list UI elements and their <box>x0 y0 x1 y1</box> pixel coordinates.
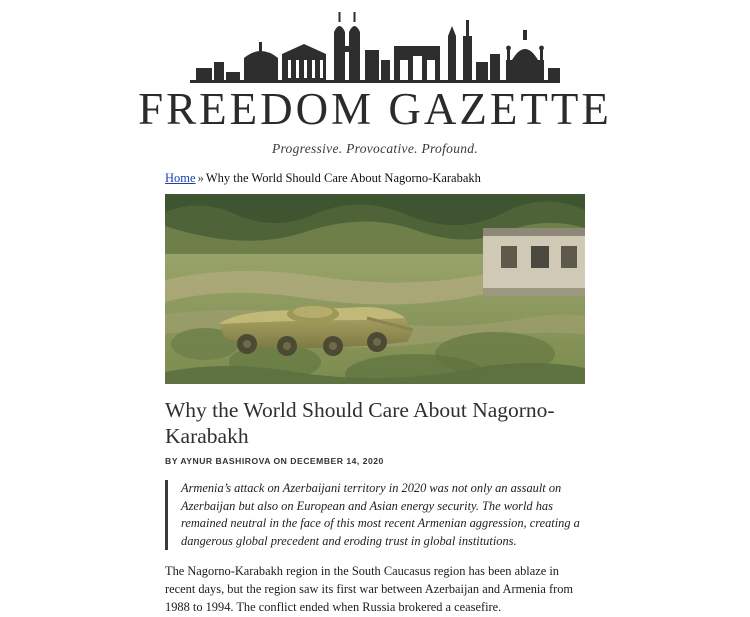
article-paragraph: The Nagorno-Karabakh region in the South Caucasus region has been ablaze in recent days, but the region saw its first war between Azerbaijan and Armenia from 1988 to 1994. The conflict ended when Russia brokered a ceasefire. <box>165 564 574 615</box>
breadcrumb-home-link[interactable]: Home <box>165 171 196 186</box>
page-title: FREEDOM GAZETTE <box>138 84 612 134</box>
hero-image <box>165 194 585 384</box>
breadcrumb-separator: » <box>197 171 204 186</box>
article-headline: Why the World Should Care About Nagorno-Karabakh <box>165 398 555 448</box>
pull-quote: Armenia’s attack on Azerbaijani territory in 2020 was not only an assault on Azerbaijan but also on European and Asian energy security. The world has remained neutral in the face of this most recent Armenian aggression, creating a dangerous global precedent and eroding trust in global institutions. <box>165 480 585 550</box>
tagline: Progressive. Provocative. Profound. <box>271 141 479 157</box>
city-skyline-icon <box>160 6 590 84</box>
breadcrumb <box>165 171 750 186</box>
masthead <box>0 0 750 157</box>
article <box>165 194 585 617</box>
article-byline: BY AYNUR BASHIROVA ON DECEMBER 14, 2020 <box>165 455 384 466</box>
breadcrumb-current: Why the World Should Care About Nagorno-Karabakh <box>205 171 481 186</box>
